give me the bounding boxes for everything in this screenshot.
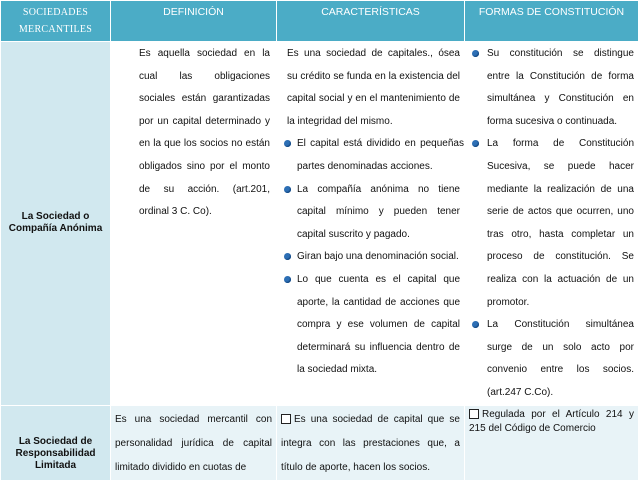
list-item [297,133,464,178]
caracteristica-text: Es una sociedad de capitales., ósea su crédito se funda en la existencia del capital social y en el mantenimiento de la integridad del mismo. [287,48,460,127]
round-bullet-icon [284,253,291,260]
list-item [297,269,460,382]
round-bullet-icon [472,50,479,57]
forma-text: Regulada por el Artículo 214 y 215 del Código de Comercio [469,409,634,434]
list-item [487,314,634,404]
list-item [487,43,634,133]
table-row [1,42,638,406]
formas-cell [465,405,638,480]
header-row [1,1,638,42]
forma-text: Su constitución se distingue entre la Constitución de forma simultánea y Constitución en forma sucesiva o continuada. [487,48,634,127]
caracteristica-text: Giran bajo una denominación social. [297,251,459,262]
table-row [1,405,638,480]
list-item [297,246,460,269]
row-label: La Sociedad o Compañía Anónima [1,42,111,406]
caracteristicas-cell [277,42,465,406]
row-label: La Sociedad de Responsabilidad Limitada [1,405,111,480]
definicion-cell: Es una sociedad mercantil con personalidad jurídica de capital limitado dividido en cuotas de [111,405,277,480]
header-definicion: DEFINICIÓN [111,1,277,42]
checkbox-icon [469,409,479,419]
round-bullet-icon [472,321,479,328]
header-sociedades: SOCIEDADES MERCANTILES [1,1,111,42]
caracteristica-text: La compañía anónima no tiene capital mínimo y pueden tener capital suscrito y pagado. [297,184,460,240]
round-bullet-icon [284,140,291,147]
round-bullet-icon [284,276,291,283]
definicion-cell: Es aquella sociedad en la cual las obligaciones sociales están garantizadas por un capital determinado y en la que los socios no están obligados sino por el monto de su acción. (art.201, ordinal 3 C. Co). [111,42,277,406]
caracteristica-text: Es una sociedad de capital que se integra con las prestaciones que, a título de aporte, hacen los socios. [281,414,460,473]
caracteristicas-cell [277,405,465,480]
list-item [487,133,634,314]
list-item [297,179,460,247]
caracteristica-text: Lo que cuenta es el capital que aporte, la cantidad de acciones que compra y ese volumen de capital determinará su influencia dentro de la sociedad mixta. [297,274,460,375]
round-bullet-icon [472,140,479,147]
formas-cell [465,42,638,406]
list-item [287,43,460,133]
header-formas: FORMAS DE CONSTITUCIÓN [465,1,638,42]
header-caracteristicas: CARACTERÍSTICAS [277,1,465,42]
caracteristica-text: El capital está dividido en pequeñas partes denominadas acciones. [297,138,464,172]
checkbox-icon [281,414,291,424]
forma-text: La Constitución simultánea surge de un solo acto por convenio entre los socios. (art.247 C.Co). [487,319,634,398]
forma-text: La forma de Constitución Sucesiva, se puede hacer mediante la realización de una serie de actos que ocurren, uno tras otro, hasta completar un proceso de constitución. Se realiza con la actuación de un promotor. [487,138,634,307]
round-bullet-icon [284,186,291,193]
